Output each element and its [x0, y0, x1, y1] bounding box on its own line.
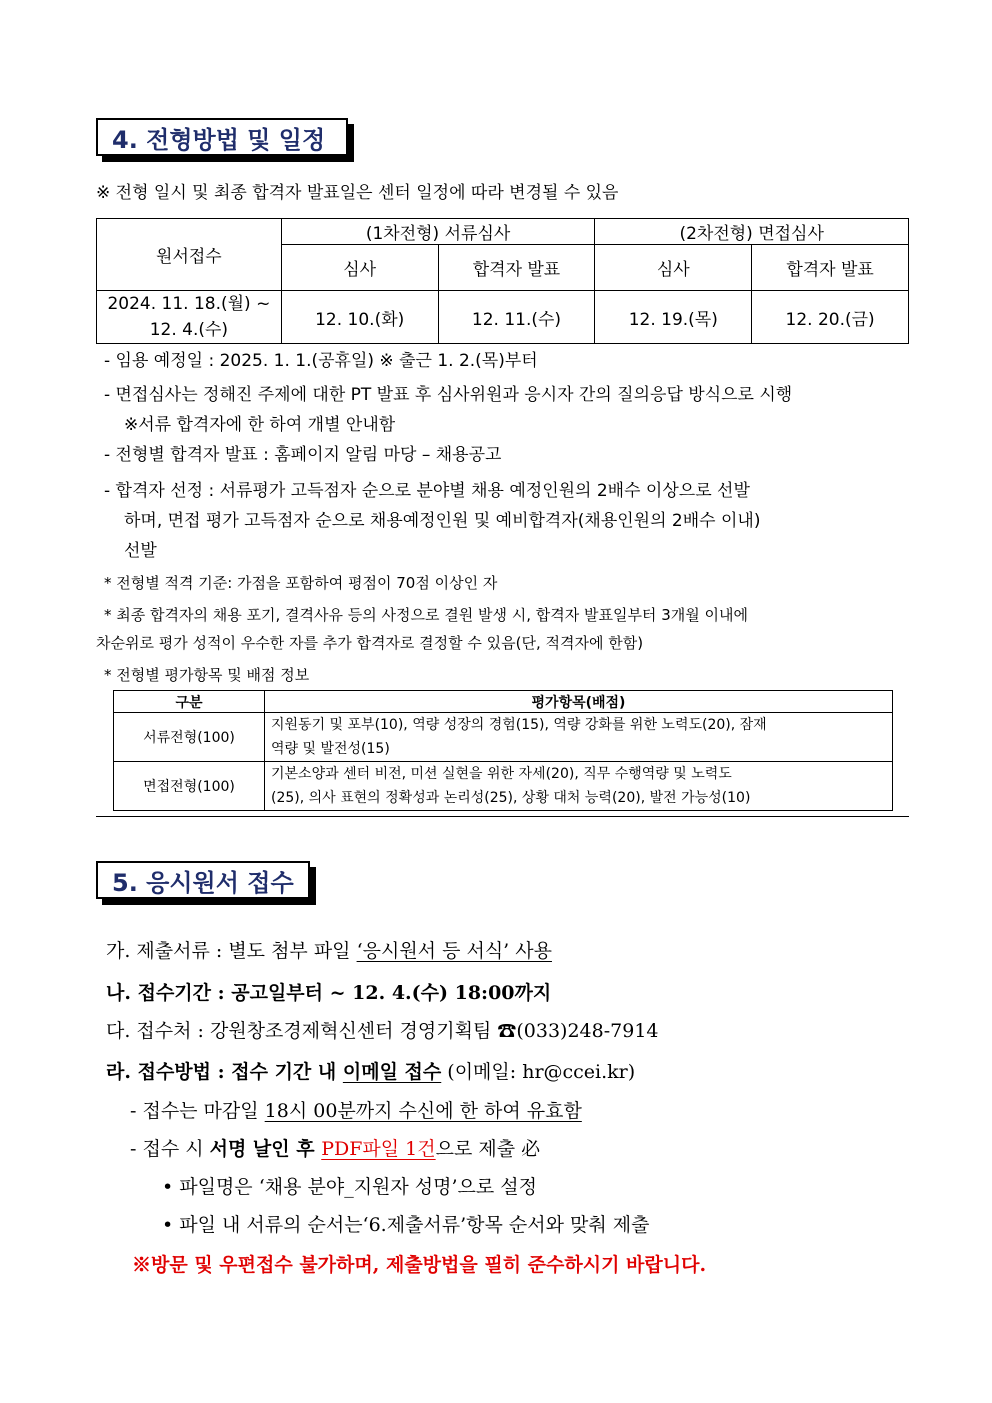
apply-period-line2: 12. 4.(수) — [149, 320, 229, 340]
stage1-header: (1차전형) 서류심사 — [281, 219, 595, 245]
file-order-note: • 파일 내 서류의 순서는‘6.제출서류’항목 순서와 맞춰 제출 — [162, 1214, 650, 1236]
stage2-announce: 합격자 발표 — [752, 245, 909, 291]
bullet-start-date: - 임용 예정일 : 2025. 1. 1.(공휴일) ※ 출근 1. 2.(목)부터 — [104, 351, 538, 371]
eval-row-document-line1: 지원동기 및 포부(10), 역량 성장의 경험(15), 역량 강화를 위한 노력도(20), 잠재 — [271, 717, 767, 733]
stage2-header: (2차전형) 면접심사 — [595, 219, 909, 245]
eval-row-interview-line1: 기본소양과 센터 비전, 미션 실현을 위한 자세(20), 직무 수행역량 및 노력도 — [271, 766, 732, 782]
section4-title-text: 4. 전형방법 및 일정 — [112, 125, 326, 154]
submit-deadline-ul: 18시 00분까지 수신에 한 하여 유효함 — [264, 1100, 582, 1122]
eval-table — [113, 690, 893, 811]
note-replacement: * 최종 합격자의 채용 포기, 결격사유 등의 사정으로 결원 발생 시, 합격자 발표일부터 3개월 이내에 — [104, 606, 748, 624]
submit-format-pre: - 접수 시 — [130, 1138, 210, 1160]
bullet-announcement: - 전형별 합격자 발표 : 홈페이지 알림 마당 – 채용공고 — [104, 445, 502, 465]
note-eval-info: * 전형별 평가항목 및 배점 정보 — [104, 666, 310, 684]
date-stage2-review: 12. 19.(목) — [595, 291, 752, 344]
submit-format-note — [130, 1134, 540, 1161]
filename-note: • 파일명은 ‘채용 분야_지원자 성명’으로 설정 — [162, 1176, 538, 1198]
submit-method-label: 라. 접수방법 : 접수 기간 내 — [106, 1061, 343, 1083]
eval-row-interview-label: 면접전형(100) — [114, 762, 265, 811]
stage1-review: 심사 — [281, 245, 438, 291]
eval-header-category: 구분 — [114, 691, 265, 713]
submit-deadline-note — [130, 1096, 582, 1123]
bullet-selection: - 합격자 선정 : 서류평가 고득점자 순으로 분야별 채용 예정인원의 2배수 이상으로 선발 — [104, 481, 750, 501]
submit-docs-label: 가. 제출서류 : 별도 첨부 파일 — [106, 940, 357, 962]
schedule-table — [96, 218, 909, 344]
bullet-interview: - 면접심사는 정해진 주제에 대한 PT 발표 후 심사위원과 응시자 간의 질의응답 방식으로 시행 — [104, 385, 793, 405]
section4-title — [96, 118, 348, 156]
submit-place-text: 다. 접수처 : 강원창조경제혁신센터 경영기획팀 — [106, 1020, 498, 1042]
apply-period-line1: 2024. 11. 18.(월) ~ — [107, 294, 271, 314]
date-stage1-announce: 12. 11.(수) — [438, 291, 595, 344]
note-criteria: * 전형별 적격 기준: 가점을 포함하여 평점이 70점 이상인 자 — [104, 574, 498, 592]
submit-method — [106, 1057, 635, 1084]
schedule-notice: ※ 전형 일시 및 최종 합격자 발표일은 센터 일정에 따라 변경될 수 있음 — [96, 183, 619, 203]
eval-row-document-line2: 역량 및 발전성(15) — [271, 741, 390, 757]
bullet-selection-3: 선발 — [124, 541, 157, 561]
submit-method-email: (이메일: hr@ccei.kr) — [441, 1061, 636, 1083]
section-divider — [96, 816, 909, 817]
submit-format-bold: 서명 날인 후 — [209, 1138, 322, 1160]
submit-place — [106, 1016, 659, 1043]
submit-method-value: 이메일 접수 — [342, 1061, 442, 1083]
eval-row-document-label: 서류전형(100) — [114, 713, 265, 762]
stage1-announce: 합격자 발표 — [438, 245, 595, 291]
eval-row-interview-items — [265, 762, 893, 811]
stage2-review: 심사 — [595, 245, 752, 291]
apply-header: 원서접수 — [97, 219, 282, 291]
submit-docs-value: ‘응시원서 등 서식’ 사용 — [356, 940, 552, 962]
submit-format-red: PDF파일 1건 — [321, 1138, 436, 1160]
section5-title-text: 5. 응시원서 접수 — [112, 868, 294, 897]
bullet-interview-note: ※서류 합격자에 한 하여 개별 안내함 — [124, 415, 396, 435]
bullet-selection-2: 하며, 면접 평가 고득점자 순으로 채용예정인원 및 예비합격자(채용인원의 2배수 이내) — [124, 511, 761, 531]
note-replacement-2: 차순위로 평가 성적이 우수한 자를 추가 합격자로 결정할 수 있음(단, 적격자에 한함) — [96, 634, 644, 652]
warning-text: ※방문 및 우편접수 불가하며, 제출방법을 필히 준수하시기 바랍니다. — [132, 1254, 707, 1276]
submit-place-phone: ☎(033)248-7914 — [497, 1020, 659, 1042]
eval-header-items: 평가항목(배점) — [265, 691, 893, 713]
date-stage1-review: 12. 10.(화) — [281, 291, 438, 344]
section5-title — [96, 861, 310, 899]
date-stage2-announce: 12. 20.(금) — [752, 291, 909, 344]
submit-deadline-pre: - 접수는 마감일 — [130, 1100, 265, 1122]
submit-docs — [106, 936, 552, 963]
submit-period: 나. 접수기간 : 공고일부터 ~ 12. 4.(수) 18:00까지 — [106, 982, 552, 1004]
submit-format-post: 으로 제출 必 — [435, 1138, 541, 1160]
apply-period — [97, 291, 282, 344]
eval-row-document-items — [265, 713, 893, 762]
eval-row-interview-line2: (25), 의사 표현의 정확성과 논리성(25), 상황 대처 능력(20), 발전 가능성(10) — [271, 790, 751, 806]
